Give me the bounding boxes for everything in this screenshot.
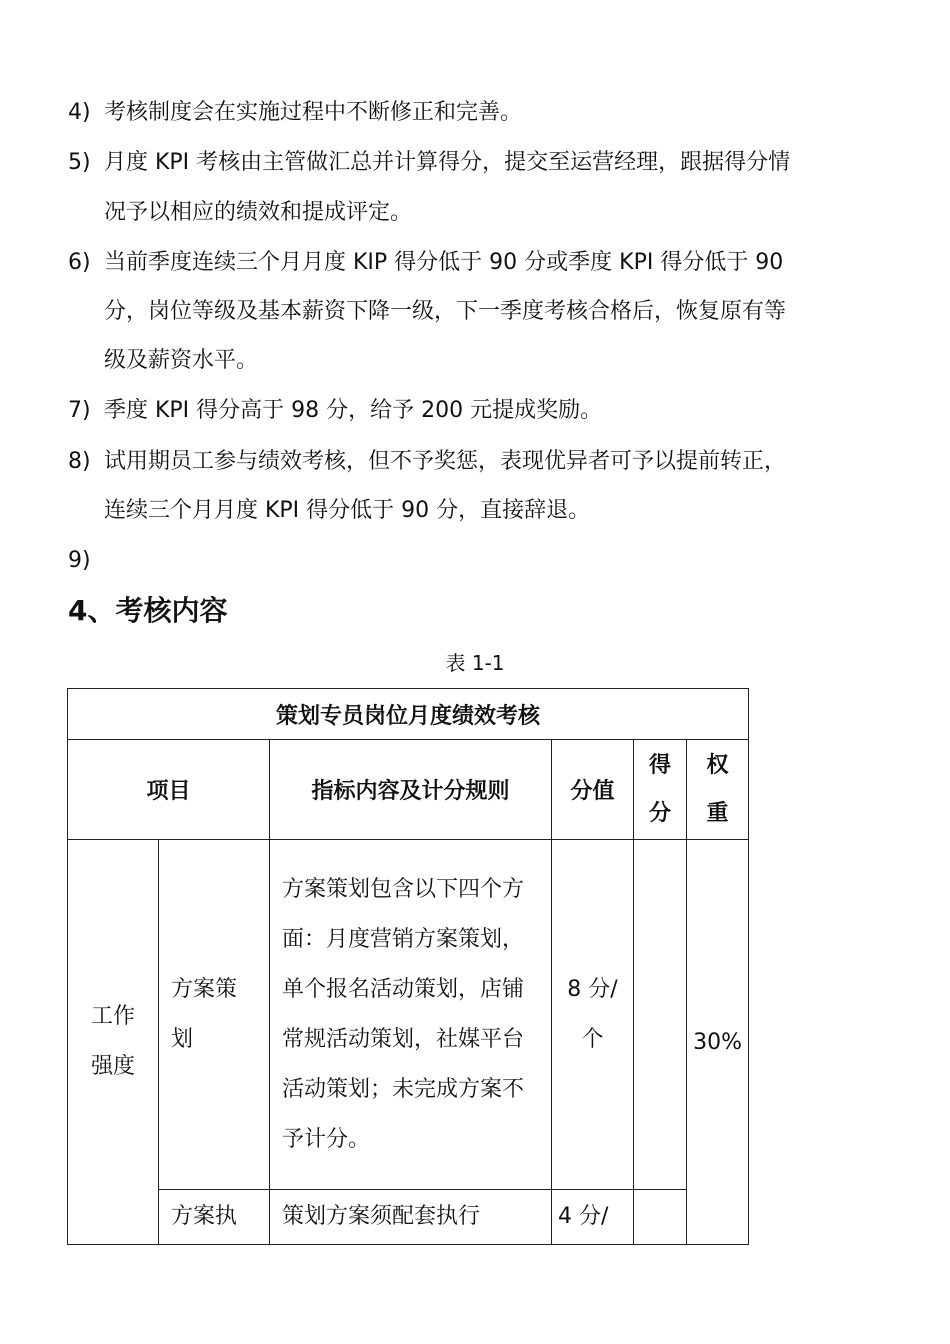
item-6-line-2: 分，岗位等级及基本薪资下降一级，下一季度考核合格后，恢复原有等 — [104, 299, 787, 324]
table-caption: 表 1-1 — [445, 651, 505, 675]
item-5-line-1: 月度 KPI 考核由主管做汇总并计算得分，提交至运营经理，跟据得分情 — [104, 150, 791, 175]
category-line-2: 强度 — [90, 1054, 135, 1079]
item-4 — [68, 100, 522, 126]
category-cell — [68, 840, 159, 1245]
score-value-cell — [552, 840, 634, 1190]
header-score-value: 分值 — [552, 740, 634, 840]
item-8-line-2: 连续三个月月度 KPI 得分低于 90 分，直接辞退。 — [104, 498, 591, 523]
rule-cell: 策划方案须配套执行 — [270, 1190, 552, 1245]
header-obtained-score — [634, 740, 687, 840]
weight-cell: 30% — [687, 840, 749, 1245]
item-8 — [68, 449, 786, 475]
item-5-line-2: 况予以相应的绩效和提成评定。 — [104, 200, 413, 225]
table-header-row — [68, 740, 749, 840]
score-value-cell: 4 分/ — [552, 1190, 634, 1245]
item-7 — [68, 398, 602, 424]
rule-cell: 方案策划包含以下四个方面：月度营销方案策划，单个报名活动策划，店铺常规活动策划，社媒平台活动策划；未完成方案不予计分。 — [270, 840, 552, 1190]
item-9-number: 9) — [68, 548, 91, 573]
score-value-line-2: 个 — [581, 1026, 604, 1052]
item-4-number: 4) — [68, 100, 91, 125]
sub-item-line-1: 方案策 — [171, 976, 238, 1002]
item-9 — [68, 548, 104, 574]
item-8-number: 8) — [68, 449, 91, 474]
item-5-number: 5) — [68, 150, 91, 175]
item-6-number: 6) — [68, 250, 91, 275]
score-value-line-1: 8 分/ — [567, 976, 618, 1002]
table-row — [68, 840, 749, 1190]
table-title-row — [68, 689, 749, 740]
header-weight-line-2: 重 — [706, 800, 729, 826]
item-7-line-1: 季度 KPI 得分高于 98 分，给予 200 元提成奖励。 — [104, 398, 603, 423]
kpi-table — [67, 688, 749, 1245]
table-title: 策划专员岗位月度绩效考核 — [68, 689, 749, 740]
header-item: 项目 — [68, 740, 270, 840]
item-7-number: 7) — [68, 398, 91, 423]
header-weight-line-1: 权 — [706, 752, 729, 778]
sub-item-line-2: 划 — [171, 1026, 194, 1052]
header-obtained-line-1: 得 — [648, 752, 671, 778]
section-heading: 4、考核内容 — [68, 594, 228, 627]
header-rule: 指标内容及计分规则 — [270, 740, 552, 840]
item-6-line-3: 级及薪资水平。 — [104, 348, 259, 373]
item-4-line-1: 考核制度会在实施过程中不断修正和完善。 — [104, 100, 523, 125]
header-weight — [687, 740, 749, 840]
header-obtained-line-2: 分 — [648, 800, 671, 826]
obtained-score-cell — [634, 840, 687, 1190]
sub-item-cell — [159, 840, 270, 1190]
item-5 — [68, 150, 790, 176]
item-6-line-1: 当前季度连续三个月月度 KIP 得分低于 90 分或季度 KPI 得分低于 90 — [104, 250, 784, 275]
item-8-line-1: 试用期员工参与绩效考核，但不予奖惩，表现优异者可予以提前转正， — [104, 449, 787, 474]
obtained-score-cell — [634, 1190, 687, 1245]
item-6 — [68, 250, 783, 276]
sub-item-cell: 方案执 — [159, 1190, 270, 1245]
table-row — [68, 1190, 749, 1245]
category-line-1: 工作 — [90, 1004, 135, 1029]
